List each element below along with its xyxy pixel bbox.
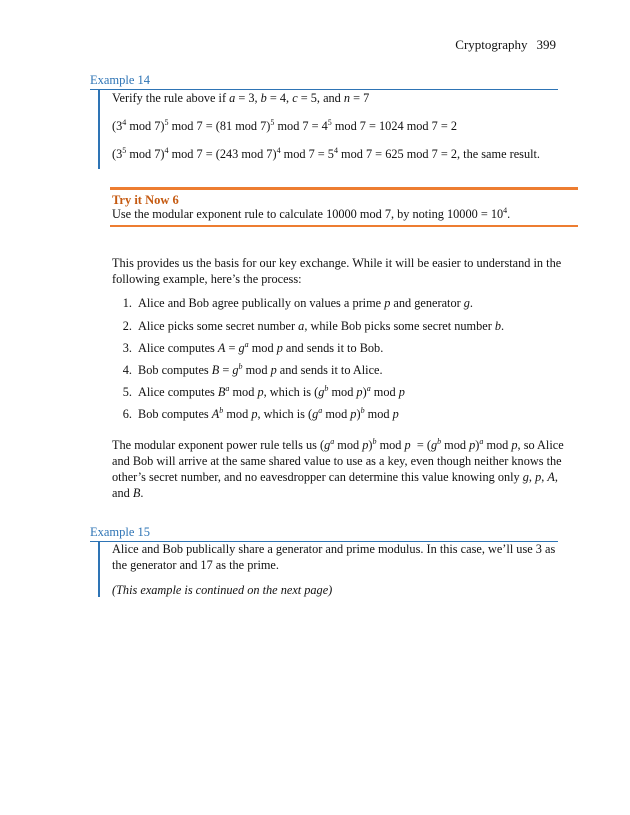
list-item-number: 2. <box>122 319 132 333</box>
example-15-bar <box>98 541 100 597</box>
example-15-title: Example 15 <box>90 525 151 539</box>
running-header <box>455 37 556 53</box>
example-14-calc-2: ($3^5$ mod 7)$^4$ mod 7 = (243 mod 7)$^4$ mod $7 = 5^4$ mod 7 = 625 mod 7 = 2, the same result. <box>112 146 541 161</box>
intro-paragraph: This provides us the basis for our key exchange. While it will be easier to understand in the following example, here’s the process: <box>112 256 562 286</box>
try-it-now-bottom-rule <box>110 225 578 227</box>
example-14-statement: Verify the rule above if a = 3, b = 4, c = 5, and n = 7 <box>112 91 370 105</box>
example-14-calc-1: ($3^4$ mod 7)$^5$ mod 7 = (81 mod 7)$^5$ mod $7 = 4^5$ mod 7 = 1024 mod 7 = 2 <box>112 118 458 133</box>
example-15-note: (This example is continued on the next page) <box>112 583 333 597</box>
list-item-number: 6. <box>122 407 132 421</box>
list-item-text: Bob computes $A^b$ mod p, which is ($g^a$ mod p)$^b$ mod p <box>138 406 399 421</box>
list-item-text: Alice computes $B^a$ mod p, which is ($g^b$ mod p)$^a$ mod p <box>138 384 405 399</box>
try-it-now-top-rule <box>110 187 578 190</box>
header-section: Cryptography <box>455 37 528 52</box>
list-item-text: Alice and Bob agree publically on values a prime p and generator g. <box>138 296 473 310</box>
list-item-text: Alice picks some secret number a, while Bob picks some secret number b. <box>138 319 505 333</box>
list-item-number: 5. <box>122 385 132 399</box>
list-item-number: 1. <box>122 296 132 310</box>
example-14-bar <box>98 89 100 169</box>
list-item-number: 4. <box>122 363 132 377</box>
example-14-rule <box>90 89 558 90</box>
list-item-number: 3. <box>122 341 132 355</box>
example-15-text: Alice and Bob publically share a generator and prime modulus. In this case, we’ll use 3 as the generator and 17 as the prime. <box>112 542 556 572</box>
example-14-title: Example 14 <box>90 73 151 87</box>
try-it-now-title: Try it Now 6 <box>112 193 179 207</box>
power-rule-paragraph: The modular exponent power rule tells us ($g^a$ mod p)$^b$ mod $p = (g^b$ mod p)$^a$ mod p, so Alice and Bob will arrive at the same shared value to use as a key, even though neither knows the other’s secret number, and no eavesdropper can determine this value knowing only g, p, A, and B. <box>112 437 564 500</box>
list-item-text: Alice computes $A = g^a$ mod p and sends it to Bob. <box>138 340 384 355</box>
list-item-text: Bob computes $B = g^b$ mod p and sends it to Alice. <box>138 362 383 377</box>
page-number: 399 <box>536 37 556 52</box>
try-it-now-text: Use the modular exponent rule to calculate 10000 mod 7, by noting $10000 = 10^4$. <box>112 206 511 221</box>
